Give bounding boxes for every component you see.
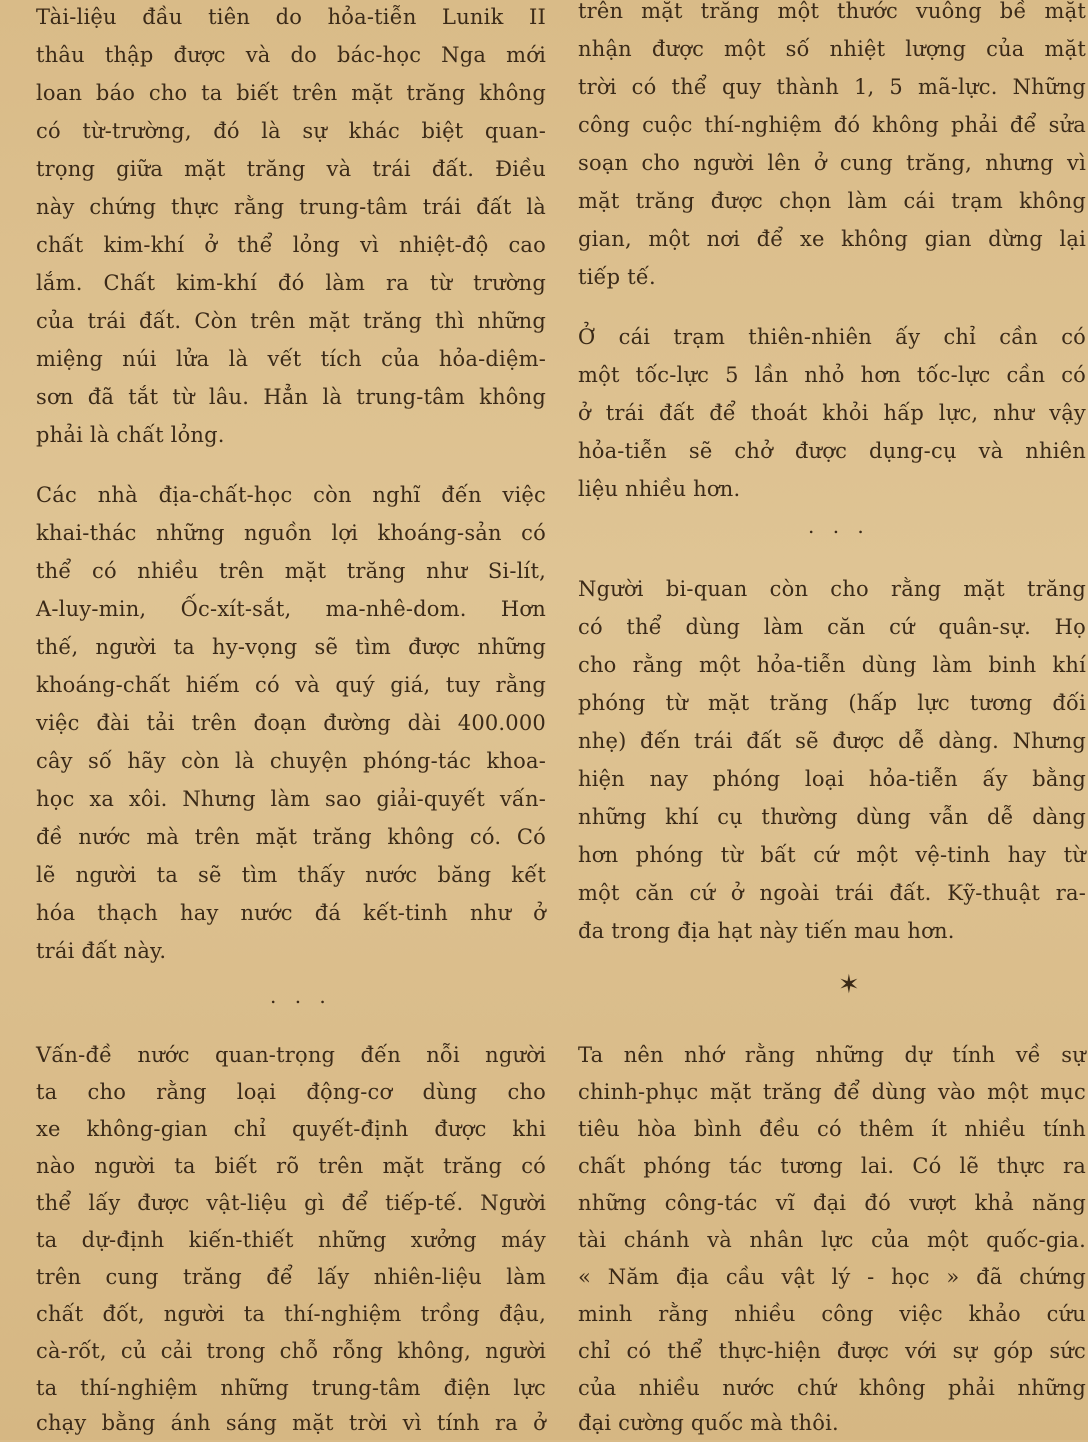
text-line: khoáng-chất hiếm có và quý giá, tuy rằng bbox=[36, 673, 546, 697]
text-line: ta thí-nghiệm những trung-tâm điện lực bbox=[36, 1376, 546, 1400]
text-line: soạn cho người lên ở cung trăng, nhưng vì bbox=[578, 151, 1086, 175]
text-line: chạy bằng ánh sáng mặt trời vì tính ra ở bbox=[36, 1411, 546, 1435]
text-line: chất phóng tác tương lai. Có lẽ thực ra bbox=[578, 1154, 1086, 1178]
text-line: thể lấy được vật-liệu gì để tiếp-tế. Người bbox=[36, 1191, 546, 1215]
text-line: chinh-phục mặt trăng để dùng vào một mục bbox=[578, 1080, 1086, 1104]
text-line: miệng núi lửa là vết tích của hỏa-diệm- bbox=[36, 347, 546, 371]
text-line: trên cung trăng để lấy nhiên-liệu làm bbox=[36, 1265, 546, 1289]
text-line: loan báo cho ta biết trên mặt trăng không bbox=[36, 81, 546, 105]
text-line: trên mặt trăng một thước vuông bề mặt bbox=[578, 0, 1086, 23]
text-line: tài chánh và nhân lực của một quốc-gia. bbox=[578, 1228, 1086, 1252]
text-line: trời có thể quy thành 1, 5 mã-lực. Những bbox=[578, 75, 1086, 99]
text-line: trọng giữa mặt trăng và trái đất. Điều bbox=[36, 157, 546, 181]
text-line: mặt trăng được chọn làm cái trạm không bbox=[578, 189, 1086, 213]
text-line: hiện nay phóng loại hỏa-tiễn ấy bằng bbox=[578, 767, 1086, 791]
text-line: « Năm địa cầu vật lý - học » đã chứng bbox=[578, 1265, 1086, 1289]
section-separator: . . . bbox=[808, 514, 870, 538]
text-line: thâu thập được và do bác-học Nga mới bbox=[36, 43, 546, 67]
text-line: của nhiều nước chứ không phải những bbox=[578, 1376, 1086, 1400]
text-line: cây số hãy còn là chuyện phóng-tác khoa- bbox=[36, 749, 546, 773]
text-line: hơn phóng từ bất cứ một vệ-tinh hay từ bbox=[578, 843, 1086, 867]
text-line: trái đất này. bbox=[36, 939, 167, 963]
text-line: Ta nên nhớ rằng những dự tính về sự bbox=[578, 1043, 1086, 1067]
text-line: chất kim-khí ở thể lỏng vì nhiệt-độ cao bbox=[36, 233, 546, 257]
text-line: A-luy-min, Ốc-xít-sắt, ma-nhê-dom. Hơn bbox=[36, 597, 546, 621]
text-line: lắm. Chất kim-khí đó làm ra từ trường bbox=[36, 271, 546, 295]
text-line: có thể dùng làm căn cứ quân-sự. Họ bbox=[578, 615, 1086, 639]
text-line: ở trái đất để thoát khỏi hấp lực, như vậy bbox=[578, 401, 1086, 425]
text-line: sơn đã tắt từ lâu. Hẳn là trung-tâm không bbox=[36, 385, 546, 409]
text-line: đại cường quốc mà thôi. bbox=[578, 1411, 839, 1435]
text-line: Ở cái trạm thiên-nhiên ấy chỉ cần có bbox=[578, 325, 1086, 349]
text-line: hỏa-tiễn sẽ chở được dụng-cụ và nhiên bbox=[578, 439, 1086, 463]
text-line: lẽ người ta sẽ tìm thấy nước băng kết bbox=[36, 863, 546, 887]
text-line: Tài-liệu đầu tiên do hỏa-tiễn Lunik II bbox=[36, 5, 546, 29]
text-line: Các nhà địa-chất-học còn nghĩ đến việc bbox=[36, 483, 546, 507]
text-line: ta cho rằng loại động-cơ dùng cho bbox=[36, 1080, 546, 1104]
text-line: của trái đất. Còn trên mặt trăng thì những bbox=[36, 309, 546, 333]
text-line: tiếp tế. bbox=[578, 265, 656, 289]
text-line: tiêu hòa bình đều có thêm ít nhiều tính bbox=[578, 1117, 1086, 1141]
text-line: có từ-trường, đó là sự khác biệt quan- bbox=[36, 119, 546, 143]
text-line: khai-thác những nguồn lợi khoáng-sản có bbox=[36, 521, 546, 545]
text-line: những khí cụ thường dùng vẫn dễ dàng bbox=[578, 805, 1086, 829]
text-line: thế, người ta hy-vọng sẽ tìm được những bbox=[36, 635, 546, 659]
text-line: học xa xôi. Nhưng làm sao giải-quyết vấn- bbox=[36, 787, 546, 811]
text-line: nào người ta biết rõ trên mặt trăng có bbox=[36, 1154, 546, 1178]
text-line: hóa thạch hay nước đá kết-tinh như ở bbox=[36, 901, 546, 925]
text-line: xe không-gian chỉ quyết-định được khi bbox=[36, 1117, 546, 1141]
text-line: chất đốt, người ta thí-nghiệm trồng đậu, bbox=[36, 1302, 546, 1326]
text-line: đề nước mà trên mặt trăng không có. Có bbox=[36, 825, 546, 849]
text-line: cho rằng một hỏa-tiễn dùng làm binh khí bbox=[578, 653, 1086, 677]
text-line: minh rằng nhiều công việc khảo cứu bbox=[578, 1302, 1086, 1326]
text-line: này chứng thực rằng trung-tâm trái đất là bbox=[36, 195, 546, 219]
text-line: ta dự-định kiến-thiết những xưởng máy bbox=[36, 1228, 546, 1252]
text-line: chỉ có thể thực-hiện được với sự góp sức bbox=[578, 1339, 1086, 1363]
text-line: công cuộc thí-nghiệm đó không phải để sửa bbox=[578, 113, 1086, 137]
text-line: cà-rốt, củ cải trong chỗ rỗng không, người bbox=[36, 1339, 546, 1363]
text-line: việc đài tải trên đoạn đường dài 400.000 bbox=[36, 711, 546, 735]
text-line: đa trong địa hạt này tiến mau hơn. bbox=[578, 919, 955, 943]
text-line: phóng từ mặt trăng (hấp lực tương đối bbox=[578, 691, 1086, 715]
text-line: những công-tác vĩ đại đó vượt khả năng bbox=[578, 1191, 1086, 1215]
text-line: một căn cứ ở ngoài trái đất. Kỹ-thuật ra- bbox=[578, 881, 1086, 905]
text-line: thể có nhiều trên mặt trăng như Si-lít, bbox=[36, 559, 546, 583]
text-line: nhẹ) đến trái đất sẽ được dễ dàng. Nhưng bbox=[578, 729, 1086, 753]
star-ornament: ✶ bbox=[838, 970, 860, 1000]
section-separator: . . . bbox=[270, 984, 332, 1008]
text-line: Vấn-đề nước quan-trọng đến nỗi người bbox=[36, 1043, 546, 1067]
text-line: một tốc-lực 5 lần nhỏ hơn tốc-lực cần có bbox=[578, 363, 1086, 387]
text-line: phải là chất lỏng. bbox=[36, 423, 225, 447]
text-line: Người bi-quan còn cho rằng mặt trăng bbox=[578, 577, 1086, 601]
text-line: liệu nhiều hơn. bbox=[578, 477, 741, 501]
text-line: nhận được một số nhiệt lượng của mặt bbox=[578, 37, 1086, 61]
text-line: gian, một nơi để xe không gian dừng lại bbox=[578, 227, 1086, 251]
